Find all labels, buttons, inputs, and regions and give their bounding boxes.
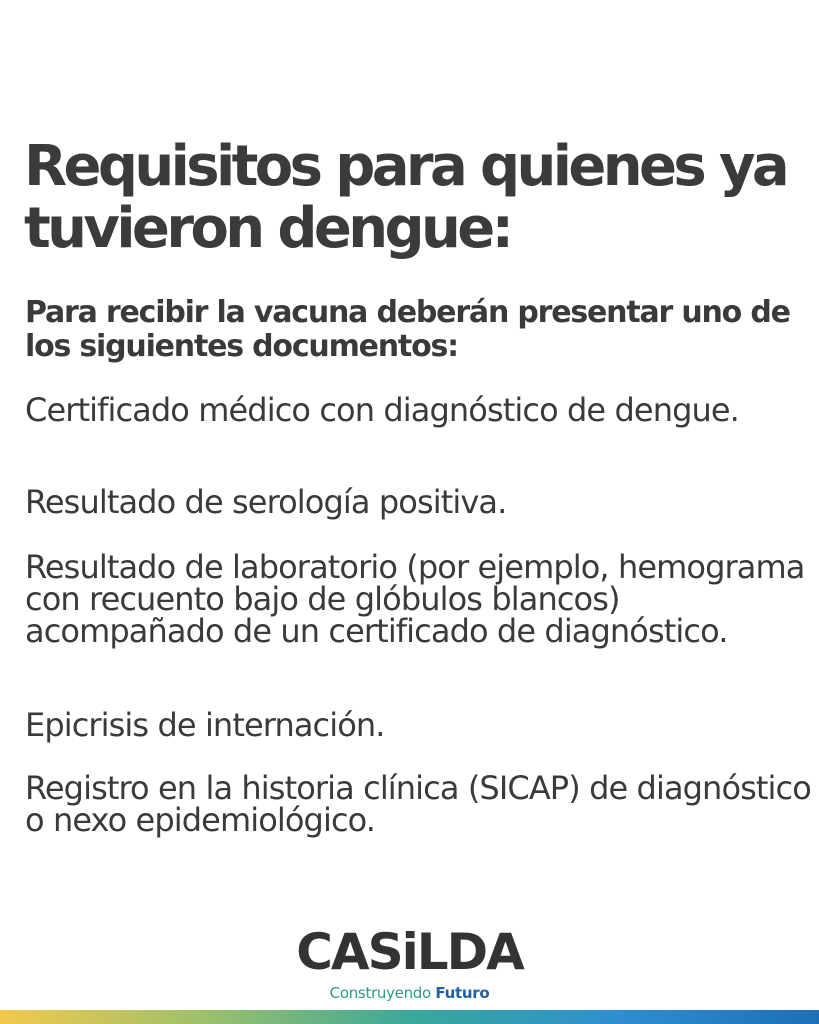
subtitle: Para recibir la vacuna deberán presentar uno de los siguientes documentos:: [25, 295, 790, 364]
slogan-part-2: Futuro: [435, 984, 490, 1002]
requirement-item: Epicrisis de internación.: [25, 706, 385, 744]
slogan: [0, 984, 819, 1002]
gradient-bar: [0, 1010, 819, 1024]
page-title: Requisitos para quienes ya tuvieron dengue:: [24, 134, 787, 261]
requirement-item: Registro en la historia clínica (SICAP) de diagnóstico o nexo epidemiológico.: [25, 769, 811, 839]
requirement-item: Resultado de serología positiva.: [25, 483, 507, 521]
requirement-item: Certificado médico con diagnóstico de dengue.: [25, 391, 739, 429]
slogan-part-1: Construyendo: [329, 984, 436, 1002]
requirement-item: Resultado de laboratorio (por ejemplo, hemograma con recuento bajo de glóbulos blancos) acompañado de un certificado de diagnóstico.: [25, 548, 805, 650]
casilda-logo: CASiLDA: [296, 923, 523, 981]
